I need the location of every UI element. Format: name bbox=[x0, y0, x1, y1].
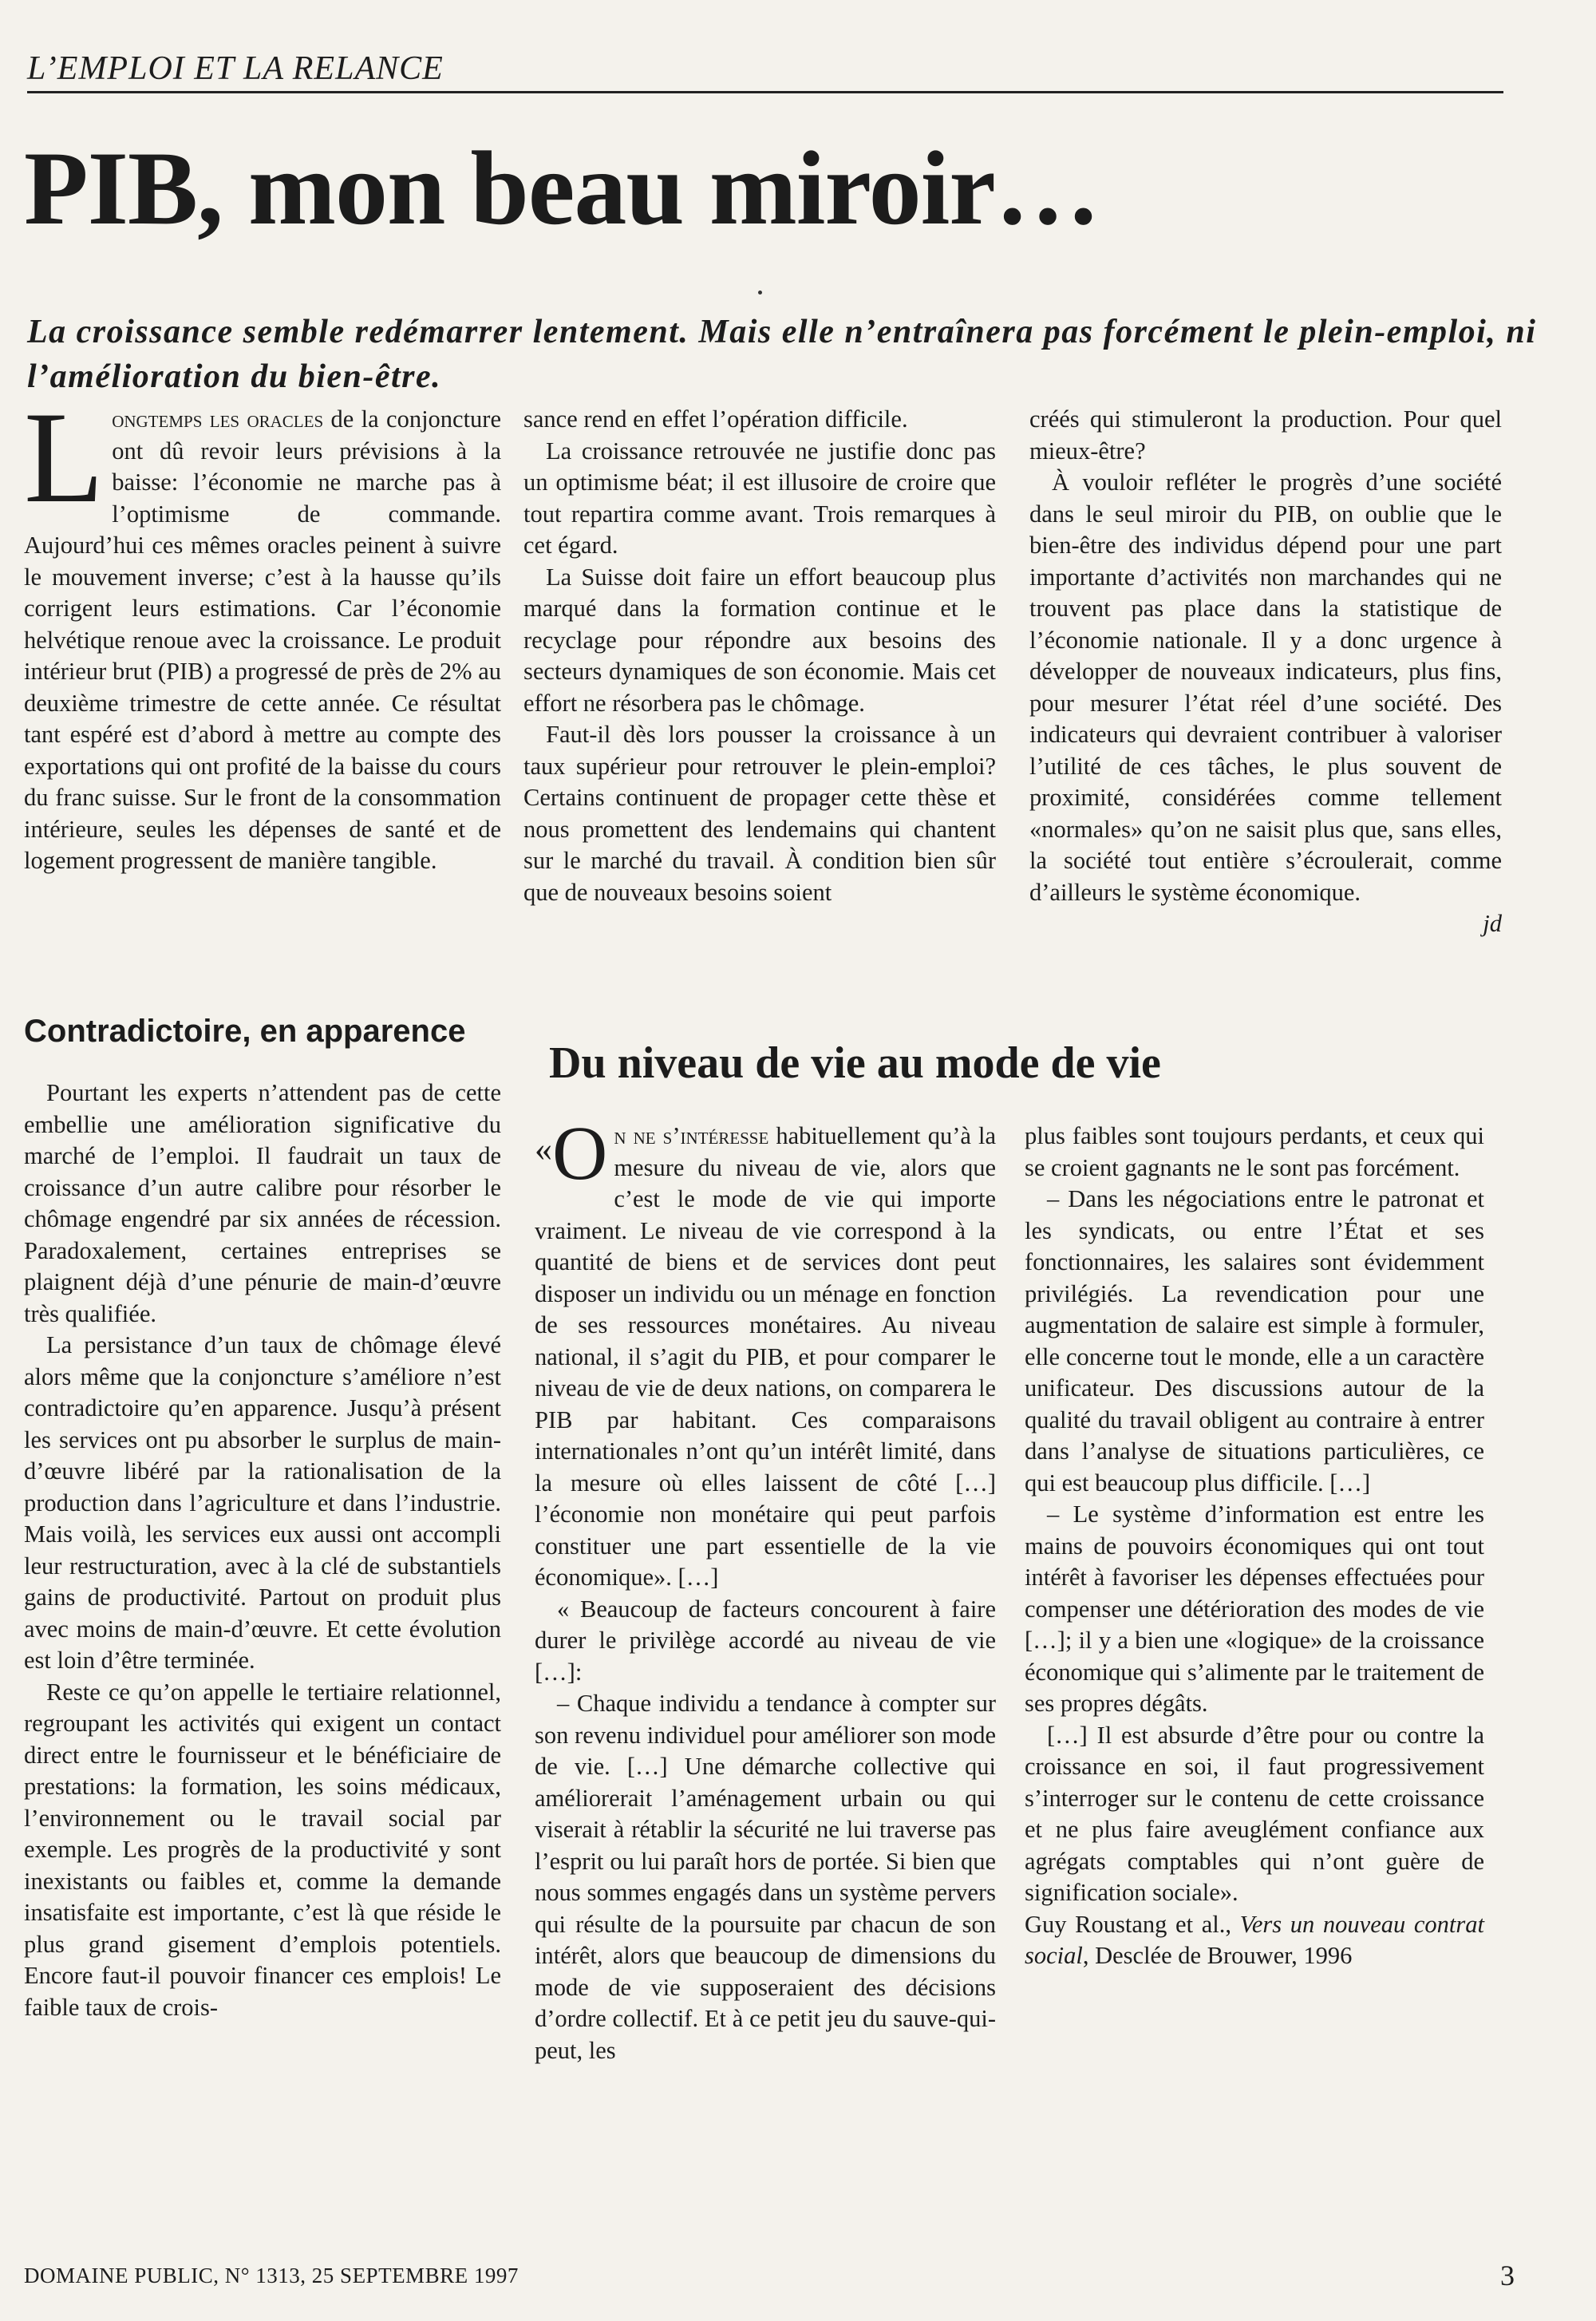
article-subhead: Contradictoire, en apparence bbox=[24, 1014, 466, 1049]
article-lead-paragraph bbox=[24, 386, 501, 877]
section-label: L’EMPLOI ET LA RELANCE bbox=[27, 49, 1503, 93]
citation-author: Guy Roustang et al., bbox=[1025, 1910, 1240, 1938]
article-headline: PIB, mon beau miroir… bbox=[24, 129, 1100, 247]
print-speck bbox=[758, 291, 762, 295]
footer-publication: DOMAINE PUBLIC, N° 1313, 25 SEPTEMBRE 1997 bbox=[24, 2264, 519, 2287]
article-dropcap: L bbox=[24, 386, 105, 530]
sidebar-column-2 bbox=[1025, 1121, 1484, 1972]
article-column-1b bbox=[24, 1077, 501, 2023]
article-paragraph: Pourtant les experts n’attendent pas de cette embellie une amélioration significative du marché de l’emploi. Il faudrait un taux de croissance d’un autre calibre pour résorber le chômage engendré par six années de récession. Paradoxalement, certaines entreprises se plaignent déjà d’une pénurie de main-d’œuvre très qualifiée. bbox=[24, 1079, 501, 1327]
article-dek: La croissance semble redémarrer lentement. Mais elle n’entraînera pas forcément le plein-emploi, ni l’amélioration du bien-être. bbox=[27, 314, 1537, 395]
article-column-3 bbox=[1029, 404, 1502, 940]
citation-rest: , Desclée de Brouwer, 1996 bbox=[1082, 1942, 1353, 1969]
footer-page-number: 3 bbox=[1500, 2260, 1515, 2291]
sidebar-open-quote: « bbox=[535, 1129, 552, 1168]
sidebar-citation bbox=[1025, 1909, 1484, 1972]
sidebar-paragraph: habituellement qu’à la mesure du niveau de vie, alors que c’est le mode de vie qui importe vraiment. Le niveau de vie correspond à la quantité de biens et de services dont peut disposer un individu ou un ménage en fonction de ses ressources monétaires. Au niveau national, il s’agit du PIB, et pour comparer le niveau de vie de deux nations, on comparera le PIB par habitant. Ces comparaisons internationales n’ont qu’un intérêt limité, dans la mesure où elles laissent de côté […] l’économie non monétaire qui peut parfois constituer une part essentielle de la vie économique». […] bbox=[535, 1122, 996, 1591]
article-paragraph: La persistance d’un taux de chômage élevé alors même que la conjoncture s’améliore n’est contradictoire qu’en apparence. Jusqu’à présent les services ont pu absorber le surplus de main-d’œuvre libéré par la rationalisation de la production dans l’agriculture et dans l’industrie. Mais voilà, les services eux aussi ont accompli leur restructuration, avec à la clé de substantiels gains de productivité. Partout on produit plus avec moins de main-d’œuvre. Et cette évolution est loin d’être terminée. bbox=[24, 1331, 501, 1674]
sidebar-column-1 bbox=[535, 1110, 996, 2066]
article-paragraph: La Suisse doit faire un effort beaucoup plus marqué dans la formation continue et le recyclage pour répondre aux besoins des secteurs dynamiques de son économie. Mais cet effort ne résorbera pas le chômage. bbox=[523, 563, 996, 717]
sidebar-paragraph: – Chaque individu a tendance à compter sur son revenu individuel pour améliorer son mode de vie. […] Une démarche collective qui améliorerait l’aménagement urbain ou qui viserait à rétablir la sécurité ne lui traverse pas l’esprit ou lui paraît hors de portée. Si bien que nous sommes engagés dans un système pervers qui résulte de la poursuite par chacun de son intérêt, alors que beaucoup de dimensions du mode de vie supposeraient des décisions d’ordre collectif. Et à ce petit jeu du sauve-qui-peut, les bbox=[535, 1690, 996, 2064]
sidebar-paragraph: […] Il est absurde d’être pour ou contre la croissance en soi, il faut progressivement s’interroger sur le contenu de cette croissance et ne plus faire aveuglément confiance aux agrégats comptables qui n’ont guère de signification sociale». bbox=[1025, 1721, 1484, 1906]
article-paragraph: sance rend en effet l’opération difficile. bbox=[523, 405, 908, 433]
article-paragraph: Reste ce qu’on appelle le tertiaire relationnel, regroupant les activités qui exigent un contact direct entre le fournisseur et le bénéficiaire de prestations: la formation, les soins médicaux, l’environnement ou le travail social par exemple. Les progrès de la productivité y sont inexistants ou faibles et, comme la demande insatisfaite est importante, c’est là que réside le plus grand gisement d’emplois potentiels. Encore faut-il pouvoir financer ces emplois! Le faible taux de crois- bbox=[24, 1678, 501, 2021]
sidebar-dropcap: O bbox=[552, 1110, 608, 1196]
article-paragraph: La croissance retrouvée ne justifie donc pas un optimisme béat; il est illusoire de croire que tout repartira comme avant. Trois remarques à cet égard. bbox=[523, 437, 996, 559]
article-lead-smallcaps: ongtemps les oracles bbox=[112, 405, 324, 433]
article-paragraph: Faut-il dès lors pousser la croissance à un taux supérieur pour retrouver le plein-emploi? Certains continuent de propager cette thèse et nous promettent des lendemains qui chantent sur le marché du travail. À condition bien sûr que de nouveaux besoins soient bbox=[523, 721, 996, 906]
sidebar-lead-paragraph bbox=[535, 1110, 996, 1594]
sidebar-lead-smallcaps: n ne s’intéresse bbox=[614, 1122, 769, 1149]
article-paragraph: À vouloir refléter le progrès d’une société dans le seul miroir du PIB, on oublie que le bien-être des individus dépend pour une part importante d’activités non marchandes qui ne trouvent pas place dans la statistique de l’économie nationale. Il y a donc urgence à développer de nouveaux indicateurs, plus fins, pour mesurer l’état réel d’une société. Des indicateurs qui devraient contribuer à valoriser l’utilité de ces tâches, le plus souvent de proximité, considérées comme tellement «normales» qu’on ne saisit plus que, sans elles, la société tout entière s’écroulerait, comme d’ailleurs le système économique. bbox=[1029, 469, 1502, 906]
article-column-2 bbox=[523, 404, 996, 908]
article-paragraph: créés qui stimuleront la production. Pour quel mieux-être? bbox=[1029, 405, 1502, 465]
citation-title: Vers un nouveau contrat social bbox=[1025, 1910, 1484, 1969]
sidebar-paragraph: – Dans les négociations entre le patronat et les syndicats, ou entre l’État et ses fonctionnaires, les salaires sont évidemment privilégiés. La revendication pour une augmentation de salaire est simple à formuler, elle concerne tout le monde, elle a un caractère unificateur. Des discussions autour de la qualité du travail obligent au contraire à entrer dans l’analyse de situations particulières, ce qui est beaucoup plus difficile. […] bbox=[1025, 1185, 1484, 1497]
sidebar-paragraph: « Beaucoup de facteurs concourent à faire durer le privilège accordé au niveau de vie […]: bbox=[535, 1595, 996, 1686]
article-paragraph: de la conjoncture ont dû revoir leurs prévisions à la baisse: l’économie ne marche pas à l’optimisme de commande. Aujourd’hui ces mêmes oracles peinent à suivre le mouvement inverse; c’est à la hausse qu’ils corrigent leurs estimations. Car l’économie helvétique renoue avec la croissance. Le produit intérieur brut (PIB) a progressé de près de 2% au deuxième trimestre de cette année. Ce résultat tant espéré est d’abord à mettre au compte des exportations qui ont profité de la baisse du cours du franc suisse. Sur le front de la consommation intérieure, seules les dépenses de santé et de logement progressent de manière tangible. bbox=[24, 405, 501, 874]
sidebar-paragraph: plus faibles sont toujours perdants, et ceux qui se croient gagnants ne le sont pas forcément. bbox=[1025, 1122, 1484, 1181]
sidebar-title: Du niveau de vie au mode de vie bbox=[549, 1038, 1161, 1088]
article-column-1 bbox=[24, 386, 501, 877]
article-signature: jd bbox=[1483, 910, 1502, 937]
sidebar-paragraph: – Le système d’information est entre les mains de pouvoirs économiques qui ont tout intérêt à favoriser les dépenses effectuées pour compenser une détérioration des modes de vie […]; il y a bien une «logique» de la croissance économique qui s’alimente par le traitement de ses propres dégâts. bbox=[1025, 1501, 1484, 1717]
